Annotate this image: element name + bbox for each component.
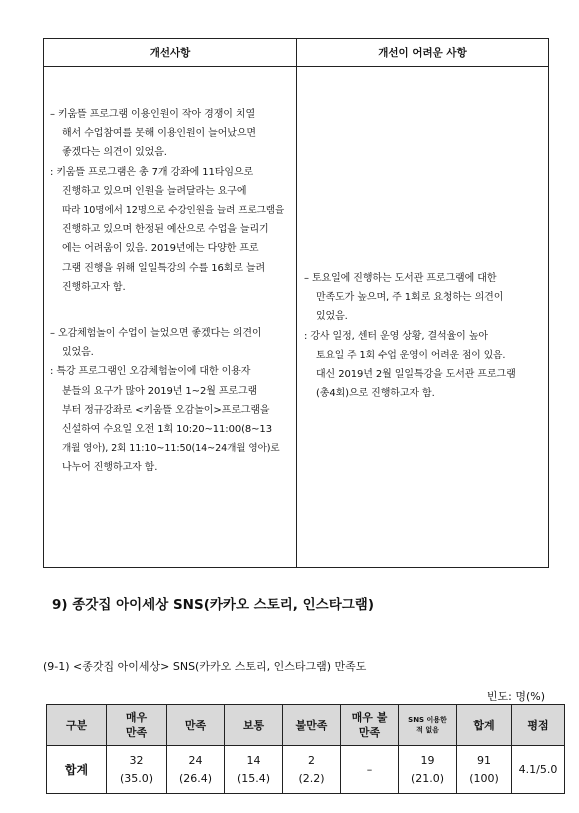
- improvement-block-1: [50, 105, 294, 297]
- text-line: : 키움뜰 프로그램은 총 7개 강좌에 11타임으로: [50, 166, 254, 178]
- difficult-items-cell: [304, 269, 546, 403]
- cell-neutral: [225, 746, 283, 794]
- text-line: 좋겠다는 의견이 있었음.: [62, 147, 167, 159]
- text-line: 개월 영아), 2회 11:10~11:50(14~24개월 영아)로: [62, 443, 280, 455]
- col-rating: 평점: [512, 705, 565, 746]
- count: 14: [246, 753, 261, 767]
- text-line: 있었음.: [62, 347, 94, 359]
- text-line: – 토요일에 진행하는 도서관 프로그램에 대한: [304, 273, 497, 284]
- count: 2: [308, 753, 315, 767]
- count: 24: [188, 753, 203, 767]
- improvements-cell: [50, 105, 294, 478]
- subsection-title: (9-1) <종갓집 아이세상> SNS(카카오 스토리, 인스타그램) 만족도: [43, 660, 367, 673]
- text-line: (총4회)으로 진행하고자 함.: [316, 388, 435, 400]
- row-label-total: 합계: [47, 746, 107, 794]
- col-dissatisfied: 불만족: [283, 705, 341, 746]
- header-difficult-items: 개선이 어려운 사항: [297, 39, 548, 67]
- percent: (26.4): [178, 771, 213, 785]
- header-label: 매우 만족: [125, 711, 148, 739]
- count: 19: [420, 753, 435, 767]
- header-improvements: 개선사항: [44, 39, 296, 67]
- improvement-table: [43, 38, 549, 568]
- text-line: 만족도가 높으며, 주 1회로 요청하는 의견이: [316, 292, 504, 304]
- cell-total: [457, 746, 512, 794]
- cell-never-used-sns: [399, 746, 457, 794]
- text-line: 그램 진행을 위해 일일특강의 수를 16회로 늘려: [62, 262, 266, 274]
- cell-very-satisfied: [107, 746, 167, 794]
- column-divider: [296, 39, 297, 567]
- text-line: 있었음.: [316, 311, 348, 323]
- text-line: 따라 10명에서 12명으로 수강인원을 늘려 프로그램을: [62, 205, 285, 217]
- text-line: 해서 수업참여를 못해 이용인원이 늘어났으면: [62, 128, 256, 140]
- col-neutral: 보통: [225, 705, 283, 746]
- text-line: 토요일 주 1회 수업 운영이 어려운 점이 있음.: [316, 349, 506, 361]
- text-line: 진행하고 있으며 인원을 늘려달라는 요구에: [62, 185, 247, 197]
- cell-dissatisfied: [283, 746, 341, 794]
- text-line: 진행하고자 함.: [62, 281, 126, 293]
- cell-rating: 4.1/5.0: [512, 746, 565, 794]
- text-line: 나누어 진행하고자 함.: [62, 462, 158, 474]
- header-row: [47, 705, 565, 746]
- table-row: [47, 746, 565, 794]
- cell-satisfied: [167, 746, 225, 794]
- count: 91: [477, 753, 491, 767]
- section-title: 9) 종갓집 아이세상 SNS(카카오 스토리, 인스타그램): [52, 597, 375, 613]
- text-line: 부터 정규강좌로 <키움뜰 오감놀이>프로그램을: [62, 404, 270, 416]
- text-line: : 특강 프로그램인 오감체험놀이에 대한 이용자: [50, 366, 251, 378]
- text-line: 신설하여 수요일 오전 1회 10:20~11:00(8~13: [62, 424, 272, 436]
- count: 32: [129, 753, 144, 767]
- improvement-block-2: [50, 324, 294, 478]
- header-label: 매우 불만족: [351, 711, 388, 739]
- percent: (15.4): [236, 771, 271, 785]
- text-line: – 오감체험놀이 수업이 늘었으면 좋겠다는 의견이: [50, 328, 262, 340]
- text-line: 에는 어려움이 있음. 2019년에는 다양한 프로: [62, 243, 259, 255]
- text-line: – 키움뜰 프로그램 이용인원이 작아 경쟁이 치열: [50, 109, 256, 120]
- text-line: : 강사 일정, 센터 운영 상황, 결석율이 높아: [304, 330, 488, 342]
- percent: (2.2): [298, 771, 325, 785]
- percent: (35.0): [119, 771, 154, 785]
- col-total: 합계: [457, 705, 512, 746]
- col-very-satisfied: [107, 705, 167, 746]
- unit-note: 빈도: 명(%): [486, 690, 545, 703]
- col-never-used-sns: [399, 705, 457, 746]
- header-label: SNS 이용한적 없음: [408, 716, 447, 734]
- col-category: 구분: [47, 705, 107, 746]
- text-line: 진행하고 있으며 한정된 예산으로 수업을 늘리기: [62, 224, 269, 236]
- col-satisfied: 만족: [167, 705, 225, 746]
- percent: (21.0): [410, 771, 445, 785]
- satisfaction-table: [46, 704, 565, 794]
- col-very-dissatisfied: [341, 705, 399, 746]
- text-line: 대신 2019년 2월 일일특강을 도서관 프로그램: [316, 369, 516, 381]
- percent: (100): [469, 771, 499, 785]
- text-line: 분들의 요구가 많아 2019년 1~2월 프로그램: [62, 385, 258, 397]
- cell-very-dissatisfied: –: [341, 746, 399, 794]
